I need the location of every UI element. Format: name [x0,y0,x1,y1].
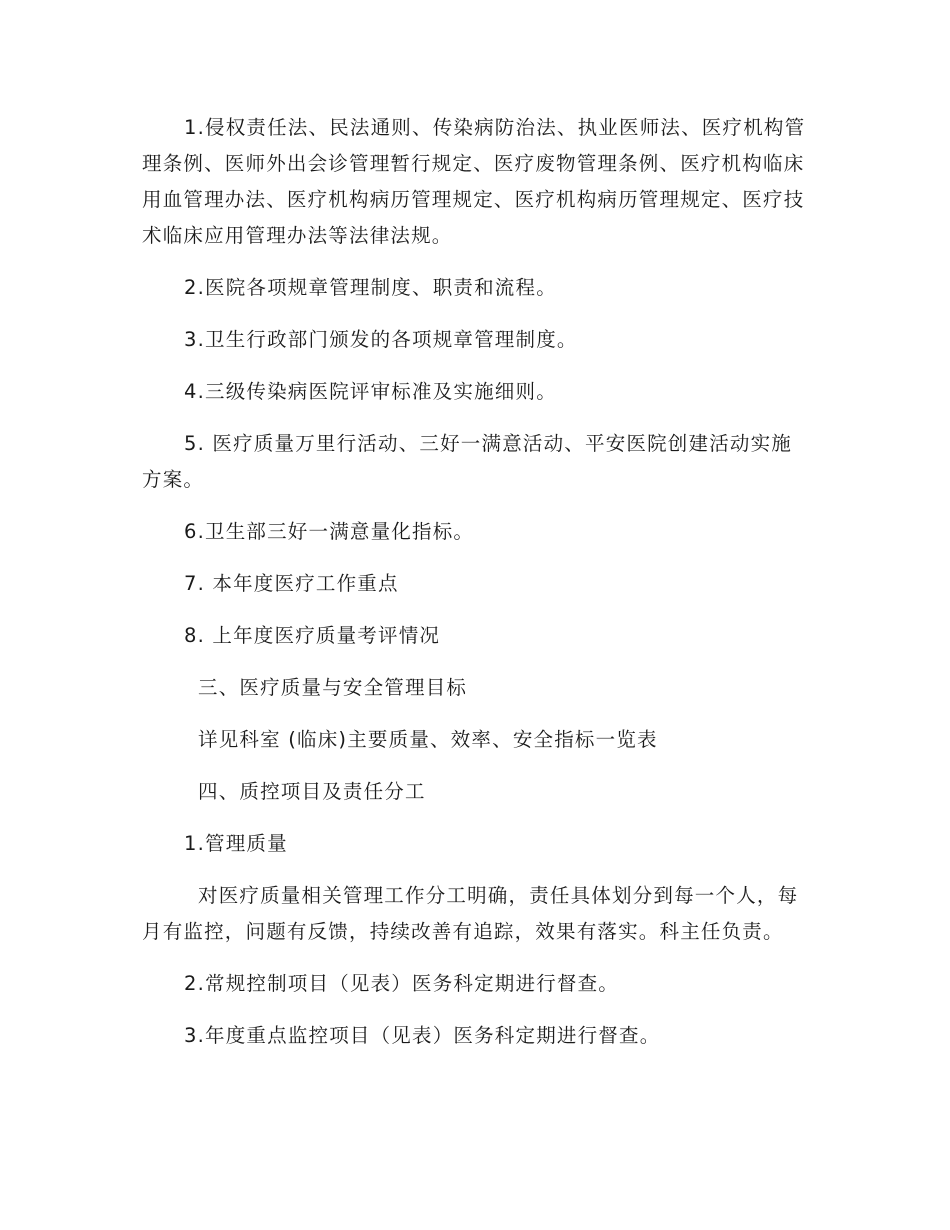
section-heading-4: 四、质控项目及责任分工 [198,780,426,803]
quality-item-3: 3.年度重点监控项目（见表）医务科定期进行督查。 [184,1024,661,1047]
quality-item-1-title: 1.管理质量 [184,832,288,855]
section-3-note: 详见科室 (临床)主要质量、效率、安全指标一览表 [198,728,658,751]
regulation-item-3: 3.卫生行政部门颁发的各项规章管理制度。 [184,328,578,351]
regulation-item-4: 4.三级传染病医院评审标准及实施细则。 [184,380,557,403]
regulation-item-6: 6.卫生部三好一满意量化指标。 [184,520,475,543]
regulation-item-8: 8. 上年度医疗质量考评情况 [184,624,441,647]
section-heading-3: 三、医疗质量与安全管理目标 [198,676,468,699]
regulation-item-1: 1.侵权责任法、民法通则、传染病防治法、执业医师法、医疗机构管理条例、医师外出会诊管理暂行规定、医疗废物管理条例、医疗机构临床用血管理办法、医疗机构病历管理规定、医疗机构病历管理规定、医疗技术临床应用管理办法等法律法规。 [142,116,806,247]
regulation-item-7: 7. 本年度医疗工作重点 [184,572,399,595]
quality-item-1-body: 对医疗质量相关管理工作分工明确，责任具体划分到每一个人，每月有监控，问题有反馈，持续改善有追踪，效果有落实。科主任负责。 [142,884,799,943]
document-body [142,110,808,1054]
regulation-item-2: 2.医院各项规章管理制度、职责和流程。 [184,276,557,299]
quality-item-2: 2.常规控制项目（见表）医务科定期进行督查。 [184,972,620,995]
regulation-item-5: 5. 医疗质量万里行活动、三好一满意活动、平安医院创建活动实施方案。 [142,432,793,491]
